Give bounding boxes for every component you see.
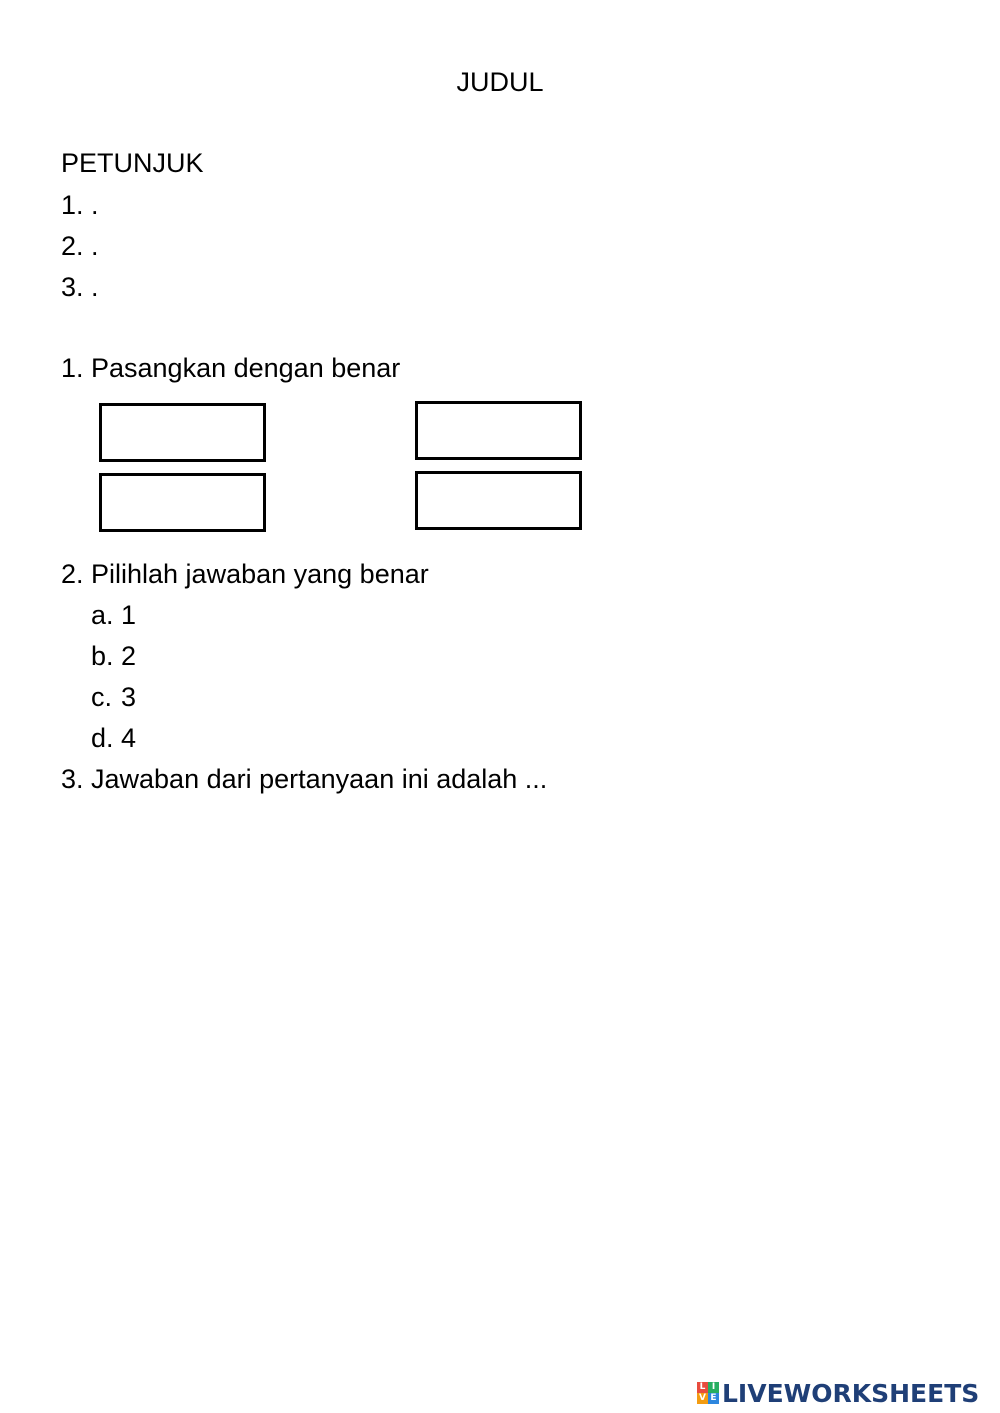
question-3 (61, 763, 547, 795)
option-letter: d. (91, 723, 114, 753)
match-box-right-1[interactable] (415, 401, 582, 460)
option-letter: c. (91, 682, 113, 712)
option-value: 3 (121, 682, 137, 712)
option-letter: a. (91, 600, 114, 630)
question-text: Pasangkan dengan benar (91, 353, 401, 383)
option-d[interactable] (91, 722, 136, 754)
question-1 (61, 352, 400, 384)
option-value: 4 (121, 723, 137, 753)
option-value: 2 (121, 641, 137, 671)
logo-text: LIVEWORKSHEETS (722, 1378, 980, 1408)
liveworksheets-logo-icon (697, 1382, 719, 1404)
logo-tile: V (697, 1393, 708, 1404)
logo-tile: I (708, 1382, 719, 1393)
instruction-item: 1. . (61, 190, 99, 220)
question-number: 1. (61, 353, 84, 383)
instruction-item: 3. . (61, 272, 99, 302)
question-2 (61, 558, 429, 590)
page-title: JUDUL (456, 67, 544, 97)
match-box-right-2[interactable] (415, 471, 582, 530)
option-b[interactable] (91, 640, 136, 672)
question-text: Jawaban dari pertanyaan ini adalah ... (91, 764, 548, 794)
question-number: 3. (61, 764, 84, 794)
match-box-left-1[interactable] (99, 403, 266, 462)
option-a[interactable] (91, 599, 136, 631)
logo-tile: E (708, 1393, 719, 1404)
instruction-item: 2. . (61, 231, 99, 261)
liveworksheets-logo (697, 1378, 979, 1408)
match-box-left-2[interactable] (99, 473, 266, 532)
logo-tile: L (697, 1382, 708, 1393)
option-letter: b. (91, 641, 114, 671)
question-number: 2. (61, 559, 84, 589)
option-value: 1 (121, 600, 137, 630)
question-text: Pilihlah jawaban yang benar (91, 559, 429, 589)
option-c[interactable] (91, 681, 136, 713)
instructions-heading: PETUNJUK (61, 148, 204, 178)
